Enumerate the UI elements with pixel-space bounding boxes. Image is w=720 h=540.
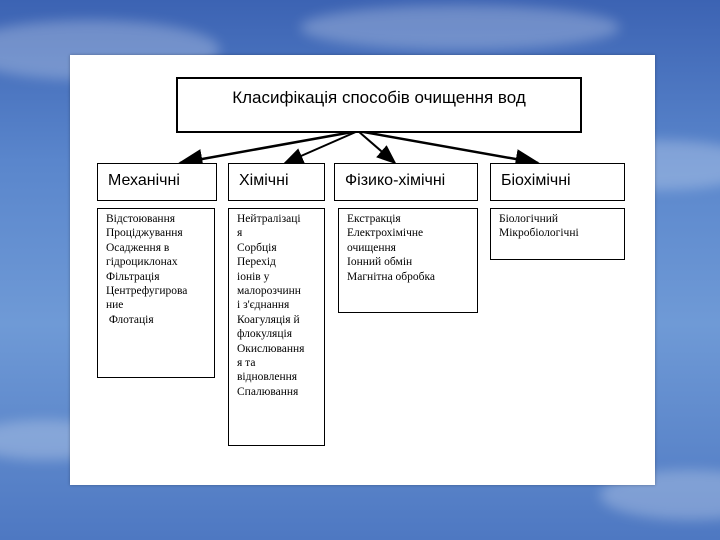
heading-chemical: Хімічні xyxy=(228,163,325,201)
list-item: Фільтрація xyxy=(106,270,160,283)
list-biochemical xyxy=(490,208,625,260)
diagram-title: Класифікація способів очищення вод xyxy=(176,77,582,133)
list-item: ние xyxy=(106,299,124,312)
list-item: флокуляція xyxy=(237,328,292,341)
heading-physchem: Фізико-хімічні xyxy=(334,163,478,201)
list-item: Коагуляція й xyxy=(237,313,300,326)
list-item: я xyxy=(237,227,243,240)
list-item: Окислювання xyxy=(237,342,305,355)
list-item: Мікробіологічні xyxy=(499,227,579,240)
list-item: Іонний обмін xyxy=(347,256,413,269)
list-item: Нейтралізаці xyxy=(237,213,301,225)
list-item: Перехід xyxy=(237,256,276,269)
diagram-slide xyxy=(70,55,655,485)
list-item: Осадження в xyxy=(106,241,170,254)
list-item: відновлення xyxy=(237,371,298,384)
arrow-to-chemical xyxy=(285,131,358,163)
list-item: очищення xyxy=(347,241,396,254)
background-cloud xyxy=(300,5,620,50)
list-item: Сорбція xyxy=(237,241,277,254)
list-item: іонів у xyxy=(237,270,270,283)
heading-biochemical: Біохімічні xyxy=(490,163,625,201)
list-item: малорозчинн xyxy=(237,285,301,298)
arrow-to-mechanical xyxy=(180,131,358,163)
list-item: я та xyxy=(237,357,256,370)
list-item: Біологічний xyxy=(499,213,559,225)
list-item: і з'єднання xyxy=(237,299,290,312)
list-mechanical xyxy=(97,208,215,378)
heading-mechanical: Механічні xyxy=(97,163,217,201)
list-chemical xyxy=(228,208,325,446)
list-item: Відстоювання xyxy=(106,213,176,225)
arrow-to-biochemical xyxy=(358,131,538,163)
list-item: Спалювання xyxy=(237,385,299,398)
list-item: Магнітна обробка xyxy=(347,270,436,283)
list-item: Проціджування xyxy=(106,227,183,240)
list-item: Електрохімічне xyxy=(347,227,424,240)
list-item: Флотація xyxy=(106,313,154,326)
list-item: гідроциклонах xyxy=(106,256,178,269)
list-item: Екстракція xyxy=(347,213,401,225)
list-physchem xyxy=(338,208,478,313)
list-item: Центрефугирова xyxy=(106,285,188,298)
